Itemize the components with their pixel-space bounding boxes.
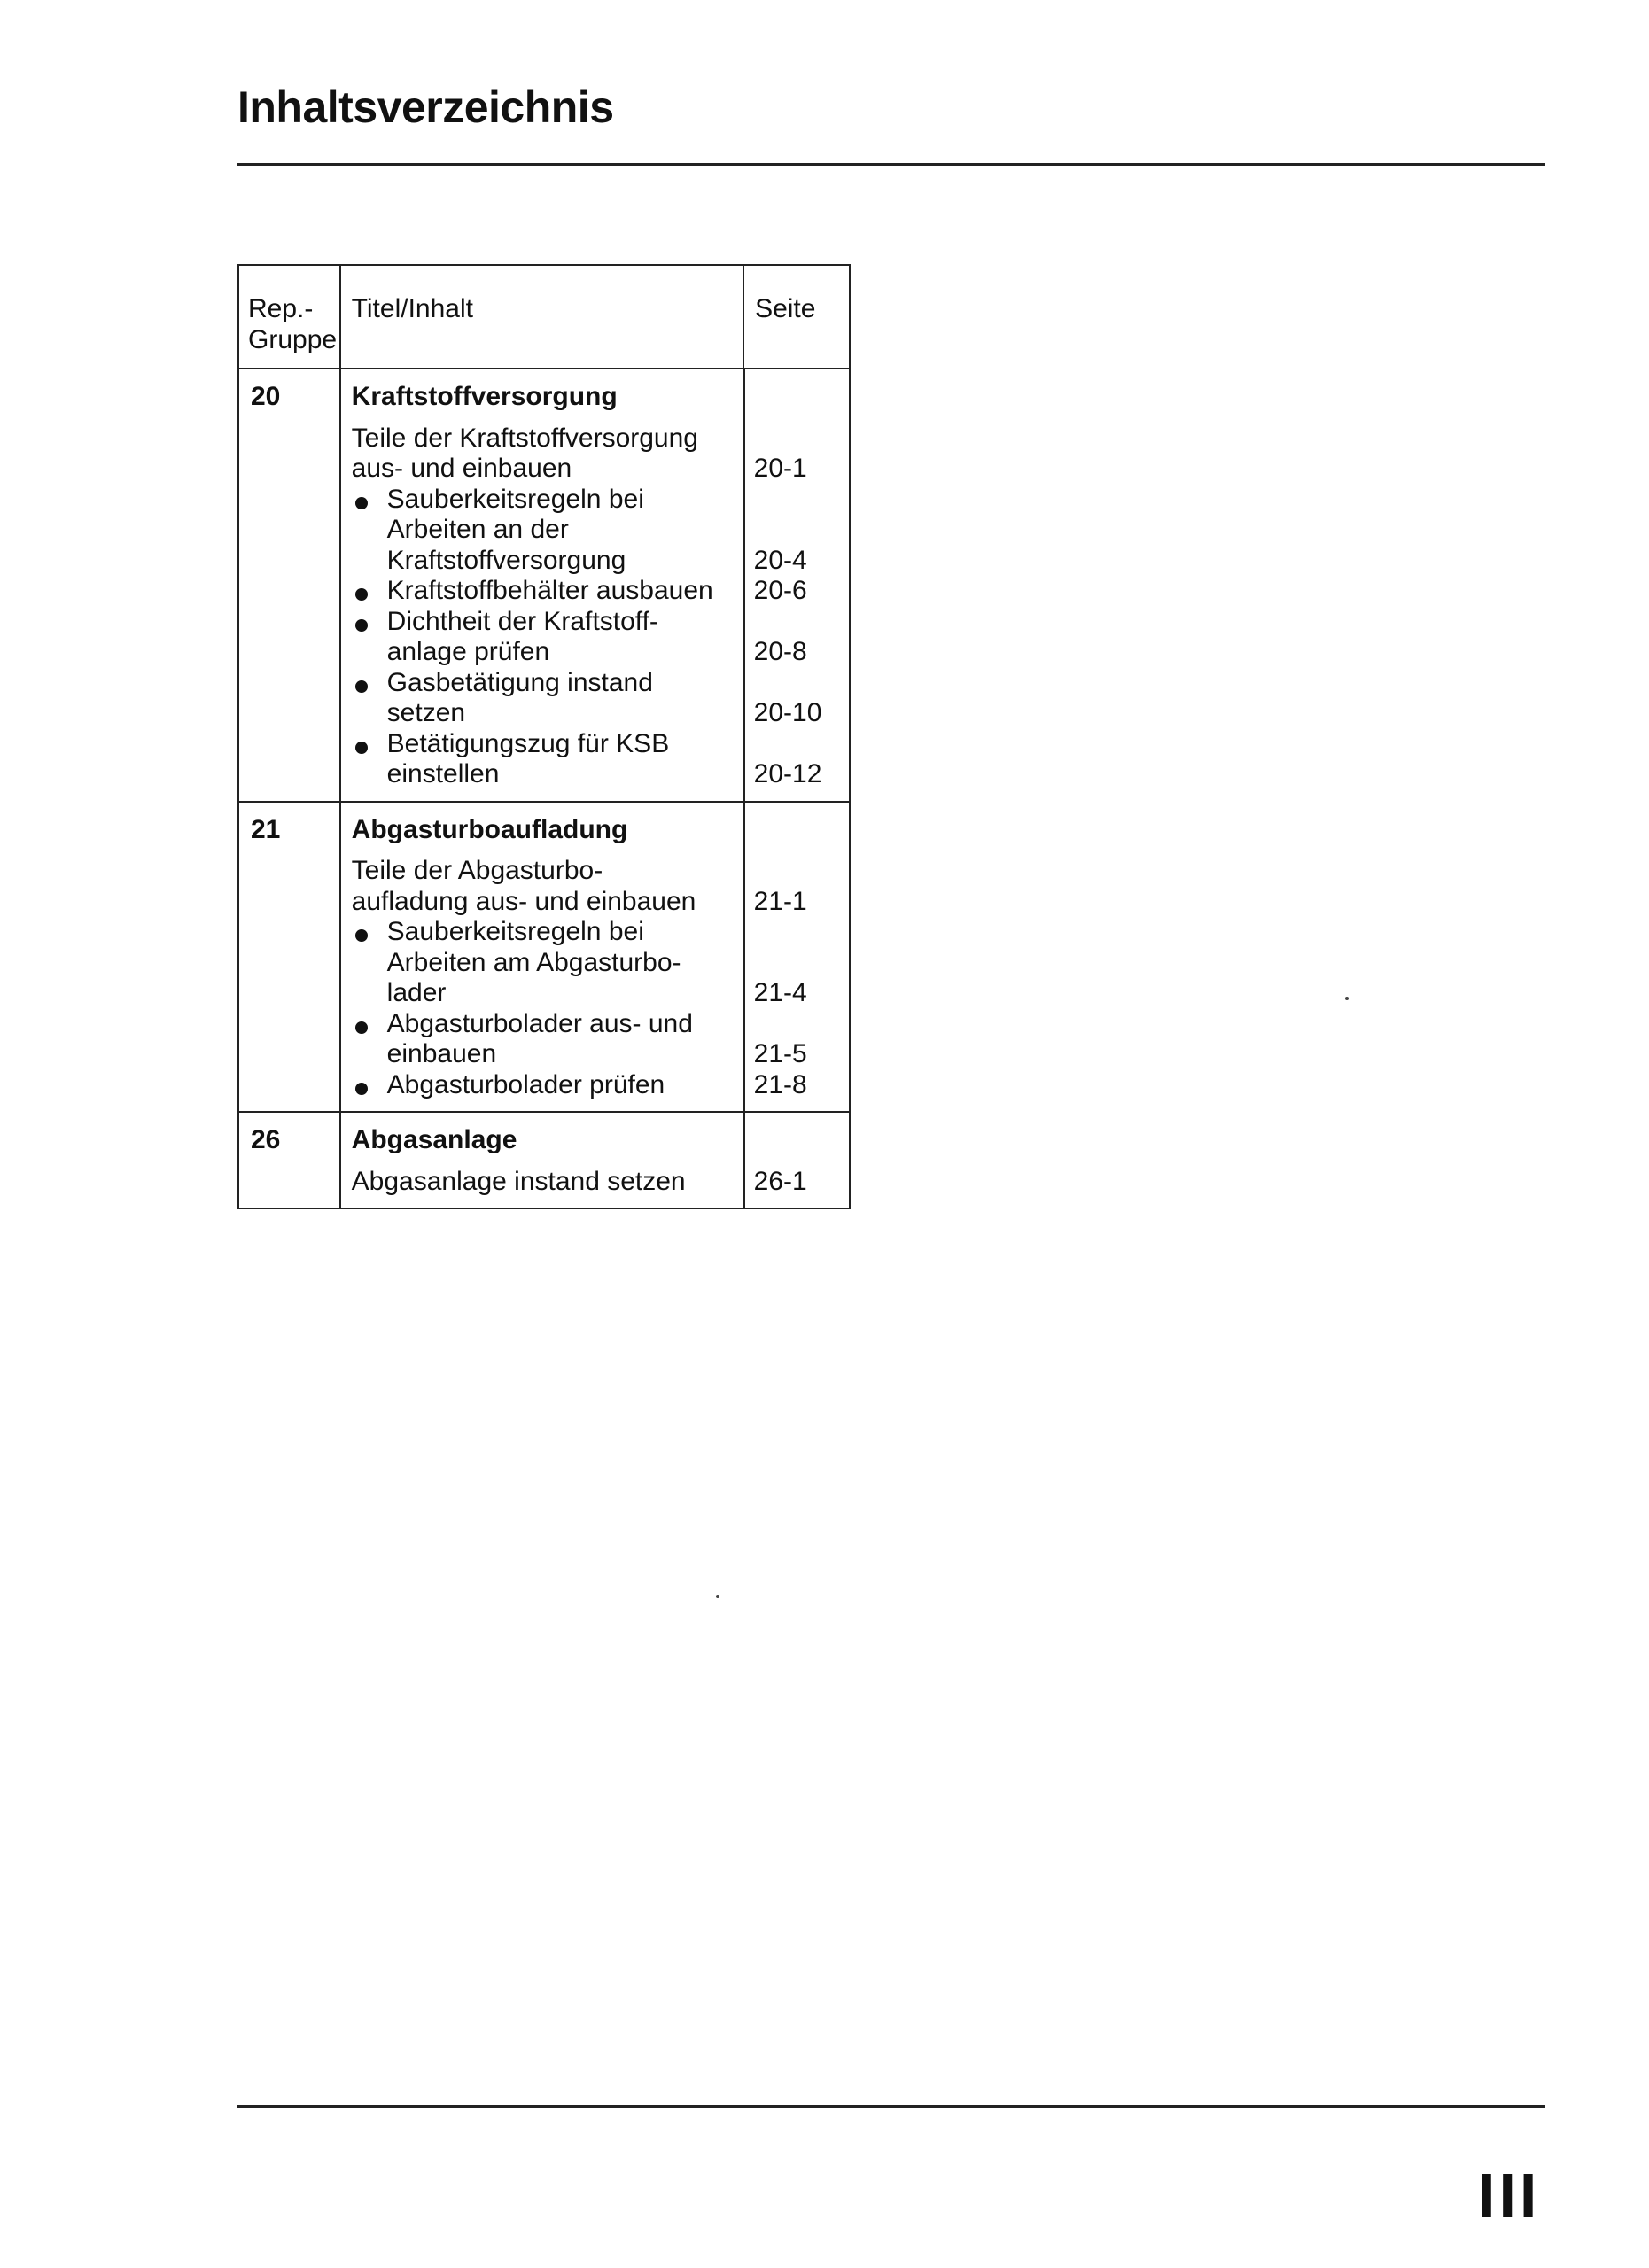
group-number: 20 [238, 369, 340, 802]
entry-line: Abgasturbolader prüfen [386, 1069, 665, 1099]
entry-line: aufladung aus- und einbauen [351, 886, 696, 916]
page-ref[interactable]: 21-5 [753, 1039, 807, 1068]
group-title: Abgasanlage [351, 1125, 517, 1154]
entry-page [742, 856, 848, 917]
entry-page [742, 576, 848, 607]
entry-line: Betätigungszug für KSB [386, 728, 670, 758]
entry-text [341, 917, 742, 1009]
entry-line: lader [386, 978, 447, 1007]
page-column-header: Seite [743, 265, 850, 369]
title-column-header: Titel/Inhalt [340, 265, 743, 369]
toc-entry[interactable] [341, 607, 849, 668]
entry-text [341, 668, 742, 729]
toc-header-row [238, 265, 850, 369]
group-number: 26 [238, 1112, 340, 1208]
entry-text [341, 576, 742, 607]
entry-page [742, 917, 848, 1009]
group-content [340, 802, 850, 1113]
page-ref[interactable]: 20-8 [753, 637, 807, 666]
entry-line: Arbeiten an der [386, 515, 569, 544]
page-ref[interactable]: 26-1 [753, 1166, 807, 1196]
entry-line: einstellen [386, 759, 500, 788]
toc-entry[interactable] [341, 1167, 849, 1198]
toc-group-row [238, 1112, 850, 1208]
entry-line: Abgasanlage instand setzen [351, 1166, 686, 1196]
toc-entry[interactable] [341, 917, 849, 1009]
entry-page [742, 1009, 848, 1070]
group-entries [341, 856, 849, 1111]
entry-page [742, 1070, 848, 1101]
column-divider [743, 1113, 746, 1208]
entry-line: Kraftstoffversorgung [386, 545, 626, 575]
page-title: Inhaltsverzeichnis [237, 82, 614, 132]
group-content [340, 369, 850, 802]
footer-rule [237, 2105, 1545, 2108]
toc-entry[interactable] [341, 485, 849, 577]
entry-line: Abgasturbolader aus- und [386, 1008, 693, 1038]
page-ref[interactable]: 20-6 [753, 576, 807, 605]
entry-line: einbauen [386, 1039, 497, 1068]
entry-page [742, 668, 848, 729]
header-rule [237, 163, 1545, 166]
entry-line: Kraftstoffbehälter ausbauen [386, 576, 713, 605]
group-column-header: Rep.- Gruppe [238, 265, 340, 369]
entry-line: Sauberkeitsregeln bei [386, 484, 644, 514]
toc-entry[interactable] [341, 1070, 849, 1101]
page-ref[interactable]: 21-8 [753, 1069, 807, 1099]
toc-entry[interactable] [341, 668, 849, 729]
toc-entry[interactable] [341, 1009, 849, 1070]
entry-line: setzen [386, 698, 466, 727]
group-content [340, 1112, 850, 1208]
entry-line: Dichtheit der Kraftstoff- [386, 606, 658, 636]
group-entries [341, 1167, 849, 1208]
toc-group-row [238, 369, 850, 802]
page-ref[interactable]: 21-1 [753, 886, 807, 916]
toc-entry[interactable] [341, 729, 849, 790]
scan-speck [716, 1595, 719, 1598]
group-title: Kraftstoffversorgung [351, 382, 618, 411]
scan-speck [1345, 997, 1349, 1000]
entry-text [341, 485, 742, 577]
toc-table [237, 264, 851, 1209]
entry-page [742, 729, 848, 790]
toc-entry[interactable] [341, 576, 849, 607]
entry-text [341, 856, 742, 917]
entry-page [742, 423, 848, 485]
entry-line: Arbeiten am Abgasturbo- [386, 947, 681, 977]
entry-text [341, 729, 742, 790]
page-number: III [1478, 2161, 1541, 2230]
entry-text [341, 423, 742, 485]
page-ref[interactable]: 20-10 [753, 698, 822, 727]
entry-text [341, 1009, 742, 1070]
group-entries [341, 423, 849, 801]
entry-text [341, 1167, 742, 1198]
page-ref[interactable]: 20-12 [753, 759, 822, 788]
entry-page [742, 485, 848, 577]
entry-text [341, 1070, 742, 1101]
page-ref[interactable]: 20-4 [753, 545, 807, 575]
entry-line: aus- und einbauen [351, 454, 572, 483]
column-divider [743, 803, 746, 1112]
entry-line: Gasbetätigung instand [386, 667, 653, 697]
toc-entry[interactable] [341, 856, 849, 917]
entry-line: Sauberkeitsregeln bei [386, 917, 644, 946]
entry-page [742, 607, 848, 668]
column-divider [743, 369, 746, 801]
entry-line: anlage prüfen [386, 637, 550, 666]
toc-group-row [238, 802, 850, 1113]
entry-text [341, 607, 742, 668]
group-title: Abgasturboaufladung [351, 814, 628, 844]
entry-page [742, 1167, 848, 1198]
entry-line: Teile der Kraftstoffversorgung [351, 423, 698, 453]
page-ref[interactable]: 20-1 [753, 454, 807, 483]
toc-entry[interactable] [341, 423, 849, 485]
page-ref[interactable]: 21-4 [753, 978, 807, 1007]
group-number: 21 [238, 802, 340, 1113]
entry-line: Teile der Abgasturbo- [351, 856, 603, 885]
